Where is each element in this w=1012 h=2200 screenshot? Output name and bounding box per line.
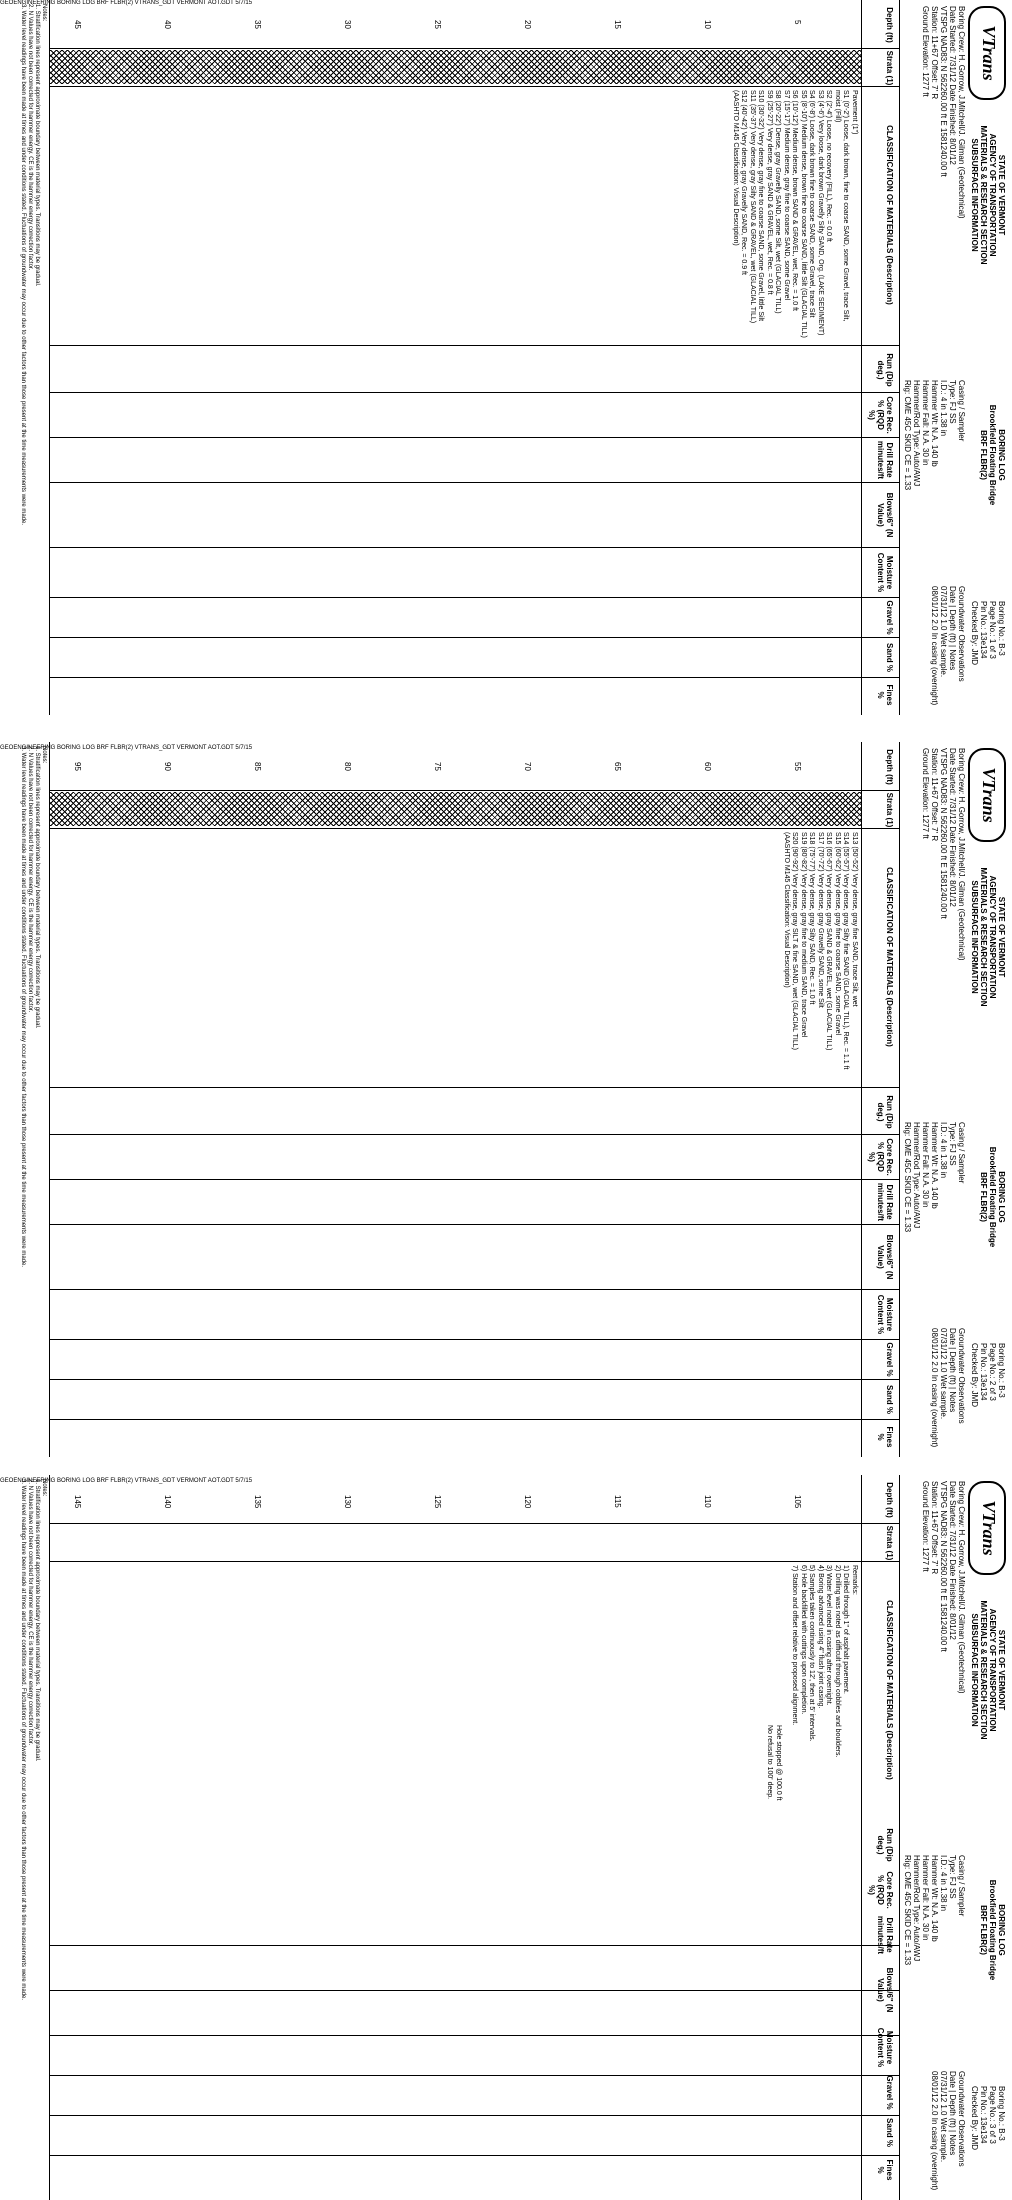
- depth-tick: 145: [73, 1495, 82, 1509]
- classification-text: Pavement (1") S1 (0'-2') Loose, dark brown, fine to coarse SAND, some Gravel, trace Silt, moist (Fill) S2 (2'-4') Loose, no recovery (FILL), Rec. = 0.0 ft S3 (4'-6') Very loose, dark brown Gravelly Silty SAND, Org. (LAKE SEDIMENT) S4 (6'-8') Loose, dark brown fine to coarse SAND, some Gravel, trace Silt S5 (8'-10') Medium dense, brown fine to coarse SAND, little Silt (GLACIAL TILL) S6 (10'-12') Medium dense, brown SAND & GRAVEL, wet, Rec. = 1.0 ft S7 (15'-17') Medium dense, gray fine to coarse SAND, some Gravel S8 (20'-22') Dense, gray Gravelly SAND, some Silt, wet (GLACIAL TILL) S9 (25'-27') Very dense, gray SAND & GRAVEL, wet, Rec. = 0.8 ft S10 (30'-32') Very dense, gray fine to coarse SAND, some Gravel, little Silt S11 (35'-37') Very dense, gray Silty SAND & GRAVEL, wet (GLACIAL TILL) S12 (40'-42') Very dense, gray Gravelly SAND, Rec. = 0.9 ft (AASHTO M145 Classification: Visual Description): [732, 90, 858, 338]
- boring-log-sheet-2: [0, 742, 1012, 1457]
- notes-block: Notes: 1. Stratification lines represent approximate boundary between material types. Transitions may be gradual. 2. N Values have not been corrected for hammer energy. CE is the hammer energy correction factor. 3. Water level readings have been made at times and under conditions stated. Fluctuations of groundwater may occur due to other factors than those present at the time measurements were made.: [0, 742, 50, 1457]
- gw-col-depth: Depth (ft): [948, 2094, 957, 2128]
- title-text: BORING LOG: [997, 1904, 1006, 1956]
- gw-row2-notes: In casing (overnight): [930, 632, 939, 706]
- depth-tick: 10: [703, 20, 712, 29]
- equipment-block: Casing / Sampler Type: FJ SS I.D.: 4 in 1.38 in Hammer Wt: N.A. 140 lb Hammer Fall: N.A. 30 in Hammer/Rod Type: Auto/AWJ Rig: CME 45C SKID CE = 1.33: [903, 1855, 966, 1966]
- type-label: Type:: [948, 380, 957, 400]
- finished-value: 8/01/12: [948, 138, 957, 165]
- strata-hatch: [50, 50, 862, 84]
- gw-row2-date: 08/01/12: [930, 2071, 939, 2103]
- elev-value: 1277 ft: [921, 72, 930, 97]
- id-label: I.D.:: [939, 1855, 948, 1870]
- page-content: [0, 1475, 1012, 2200]
- page-content: [0, 0, 1012, 715]
- log-body: [50, 742, 862, 1457]
- htype-value: Auto/AWJ: [912, 1193, 921, 1229]
- htype-label: Hammer/Rod Type:: [912, 380, 921, 450]
- crew-label: Boring Crew:: [957, 6, 966, 53]
- boring-log-sheet-3: [0, 1475, 1012, 2200]
- hfall-casing: N.A.: [921, 430, 930, 446]
- col-gravel: Gravel %: [885, 600, 894, 635]
- strata-hatch: [50, 792, 862, 826]
- station-value: 11+67: [930, 1510, 939, 1533]
- depth-tick: 15: [613, 20, 622, 29]
- column-headers: [861, 0, 900, 715]
- started-value: 7/31/12: [948, 797, 957, 825]
- pin-value: 13e134: [979, 2116, 988, 2144]
- boring-no-block: [970, 1343, 1006, 1453]
- col-fines: Fines %: [876, 684, 894, 706]
- gw-row1-depth: 1.0: [939, 1361, 948, 1373]
- offset-label: Offset:: [930, 1534, 939, 1558]
- depth-tick: 45: [73, 20, 82, 29]
- depth-tick: 130: [343, 1495, 352, 1509]
- offset-label: Offset:: [930, 801, 939, 825]
- col-drill-rate: Drill Rate minutes/ft: [876, 440, 894, 480]
- hwt-sampler: 140 lb: [930, 1919, 939, 1942]
- boring-meta: [921, 1481, 966, 1841]
- col-run: Run (Dip deg.): [876, 1095, 894, 1129]
- easting-value: E 1581240.00 ft: [939, 862, 948, 919]
- gw-row1-depth: 1.0: [939, 619, 948, 631]
- agency-block: STATE OF VERMONT AGENCY OF TRANSPORTATION MATERIALS & RESEARCH SECTION SUBSURFACE INFORMATION: [970, 867, 1006, 1007]
- started-label: Date Started:: [948, 748, 957, 796]
- boring-meta: [921, 748, 966, 1108]
- id-sampler: 1.38 in: [939, 1887, 948, 1912]
- hfall-sampler: 30 in: [921, 1190, 930, 1208]
- gw-col-date: Date: [948, 586, 957, 603]
- col-classification: CLASSIFICATION OF MATERIALS (Description): [885, 1600, 894, 1780]
- started-label: Date Started:: [948, 1481, 957, 1529]
- crew-value: H. Gorrow, J.Mitchell/J. Gilman (Geotechnical): [957, 1529, 966, 1694]
- gw-row2-depth: 2.0: [930, 2104, 939, 2116]
- page-value: 2 of 3: [988, 1380, 997, 1401]
- header-band: [899, 0, 1012, 715]
- finished-value: 8/01/12: [948, 880, 957, 907]
- column-headers: [861, 742, 900, 1457]
- started-value: 7/31/12: [948, 55, 957, 83]
- groundwater-block: Groundwater Observations Date | Depth (ft) | Notes 07/31/12 1.0 Wet sample. 08/01/12 2.0 In casing (overnight): [930, 1328, 966, 1453]
- boring-no-value: B-3: [997, 643, 1006, 656]
- id-label: I.D.:: [939, 1122, 948, 1137]
- project-line-2: BRF FLBR(2): [979, 430, 988, 480]
- title-text: BORING LOG: [997, 1171, 1006, 1223]
- htype-label: Hammer/Rod Type:: [912, 1855, 921, 1925]
- boring-no-label: Boring No.:: [997, 2086, 1006, 2127]
- hfall-label: Hammer Fall:: [921, 1855, 930, 1904]
- boring-no-label: Boring No.:: [997, 1343, 1006, 1384]
- started-value: 7/31/12: [948, 1530, 957, 1558]
- nad-label: VTSPG NAD83:: [939, 748, 948, 806]
- gw-title: Groundwater Observations: [957, 1328, 966, 1424]
- groundwater-block: Groundwater Observations Date | Depth (ft) | Notes 07/31/12 1.0 Wet sample. 08/01/12 2.0 In casing (overnight): [930, 2071, 966, 2196]
- col-classification: CLASSIFICATION OF MATERIALS (Description): [885, 125, 894, 305]
- remarks-text: Remarks: 1) Drilled through 1" of asphalt pavement. 2) Drilling was noted as difficult through cobbles and boulders. 3) Water level noted in casing after overnight. 4) Boring advanced using 4" flush joint casing. 5) Samples taken continuously to 12', then at 5' intervals. 6) Hole backfilled with cuttings upon completion. 7) Station and offset relative to proposed alignment.: [791, 1565, 858, 1758]
- col-core-rec: Core Rec. % (RQD %): [867, 396, 894, 434]
- htype-value: Auto/AWJ: [912, 451, 921, 487]
- depth-tick: 105: [793, 1495, 802, 1509]
- page-label: Page No.:: [988, 2086, 997, 2122]
- id-casing: 4 in: [939, 396, 948, 410]
- col-drill-rate: Drill Rate minutes/ft: [876, 1182, 894, 1222]
- column-headers: [861, 1475, 900, 2200]
- vtrans-logo: VTrans: [968, 748, 1006, 842]
- id-label: I.D.:: [939, 380, 948, 395]
- type-casing: FJ: [948, 1876, 957, 1886]
- classification-text: S13 (50'-52') Very dense, gray fine SAND, trace Silt, wet S14 (55'-57') Very dense, gray Silty fine SAND (GLACIAL TILL), Rec. = 1.1 ft S15 (60'-62') Very dense, gray fine to coarse SAND, some Gravel S16 (65'-67') Very dense, gray SAND & GRAVEL, wet (GLACIAL TILL) S17 (70'-72') Very dense, gray Gravelly SAND, some Silt S18 (75'-77') Very dense, gray Silty SAND, Rec. = 1.0 ft S19 (80'-82') Very dense, gray fine to medium SAND, trace Gravel S20 (90'-92') Very dense, gray SILT & fine SAND, wet (GLACIAL TILL) (AASHTO M145 Classification: Visual Description): [783, 832, 858, 1070]
- gw-row1-notes: Wet sample.: [939, 1374, 948, 1420]
- northing-value: N 562260.00 ft: [939, 65, 948, 119]
- col-blows: Blows/6" (N Value): [876, 1967, 894, 2013]
- project-line-1: Brookfield Floating Bridge: [988, 1879, 997, 1981]
- depth-tick: 35: [253, 20, 262, 29]
- ce-label: CE =: [903, 1929, 912, 1948]
- pin-value: 13e134: [979, 1373, 988, 1401]
- ce-value: 1.33: [903, 474, 912, 491]
- gw-row2-depth: 2.0: [930, 1361, 939, 1373]
- station-value: 11+67: [930, 777, 939, 800]
- gw-row2-notes: In casing (overnight): [930, 2117, 939, 2191]
- elev-value: 1277 ft: [921, 1547, 930, 1572]
- depth-tick: 85: [253, 762, 262, 771]
- hwt-label: Hammer Wt:: [930, 1855, 939, 1900]
- depth-tick: 115: [613, 1495, 622, 1508]
- ce-label: CE =: [903, 454, 912, 473]
- depth-tick: 135: [253, 1495, 262, 1509]
- gw-col-notes: Notes: [948, 2134, 957, 2156]
- page-label: Page No.:: [988, 1343, 997, 1379]
- hwt-casing: N.A.: [930, 1902, 939, 1918]
- depth-tick: 20: [523, 20, 532, 29]
- col-sand: Sand %: [885, 643, 894, 672]
- crew-value: H. Gorrow, J.Mitchell/J. Gilman (Geotechnical): [957, 54, 966, 219]
- checked-value: JMD: [970, 648, 979, 666]
- agency-block: STATE OF VERMONT AGENCY OF TRANSPORTATION MATERIALS & RESEARCH SECTION SUBSURFACE INFORMATION: [970, 1600, 1006, 1740]
- equipment-block: Casing / Sampler Type: FJ SS I.D.: 4 in 1.38 in Hammer Wt: N.A. 140 lb Hammer Fall: N.A. 30 in Hammer/Rod Type: Auto/AWJ Rig: CME 45C SKID CE = 1.33: [903, 380, 966, 491]
- offset-value: 7' R: [930, 827, 939, 842]
- boring-no-block: [970, 2086, 1006, 2196]
- depth-tick: 120: [523, 1495, 532, 1509]
- project-line-1: Brookfield Floating Bridge: [988, 404, 997, 506]
- page-value: 1 of 3: [988, 638, 997, 659]
- boring-log-title: [979, 1855, 1006, 2005]
- gw-row1-notes: Wet sample.: [939, 632, 948, 678]
- gw-row2-notes: In casing (overnight): [930, 1374, 939, 1448]
- col-depth: Depth (ft): [885, 1482, 894, 1518]
- col-strata: Strata (1): [885, 1525, 894, 1561]
- boring-log-sheet-1: [0, 0, 1012, 715]
- col-fines: Fines %: [876, 2159, 894, 2181]
- col-depth: Depth (ft): [885, 749, 894, 785]
- pin-label: Pin No.:: [979, 2086, 988, 2115]
- htype-label: Hammer/Rod Type:: [912, 1122, 921, 1192]
- footer-3: GEOENGINEERING BORING LOG BRF FLBR(2) VTRANS_GDT VERMONT AOT.GDT 5/7/15: [0, 1478, 253, 1484]
- col-moisture: Moisture Content %: [876, 1294, 894, 1335]
- hwt-sampler: 140 lb: [930, 1186, 939, 1209]
- depth-tick: 55: [793, 762, 802, 771]
- gw-title: Groundwater Observations: [957, 586, 966, 682]
- depth-tick: 25: [433, 20, 442, 29]
- col-fines: Fines %: [876, 1426, 894, 1448]
- hwt-casing: N.A.: [930, 1169, 939, 1185]
- col-classification: CLASSIFICATION OF MATERIALS (Description): [885, 867, 894, 1047]
- col-gravel: Gravel %: [885, 2075, 894, 2110]
- finished-value: 8/01/12: [948, 1613, 957, 1640]
- footer-1: GEOENGINEERING BORING LOG BRF FLBR(2) VTRANS_GDT VERMONT AOT.GDT 5/7/15: [0, 0, 253, 6]
- gw-row1-date: 07/31/12: [939, 2071, 948, 2103]
- checked-value: JMD: [970, 1390, 979, 1408]
- col-blows: Blows/6" (N Value): [876, 492, 894, 538]
- project-line-2: BRF FLBR(2): [979, 1905, 988, 1955]
- ce-label: CE =: [903, 1196, 912, 1215]
- depth-tick: 140: [163, 1495, 172, 1509]
- nad-label: VTSPG NAD83:: [939, 1481, 948, 1539]
- started-label: Date Started:: [948, 6, 957, 54]
- col-moisture: Moisture Content %: [876, 2027, 894, 2068]
- pin-label: Pin No.:: [979, 601, 988, 630]
- id-sampler: 1.38 in: [939, 1154, 948, 1179]
- station-label: Station:: [930, 6, 939, 34]
- northing-value: N 562260.00 ft: [939, 1540, 948, 1594]
- checked-label: Checked By:: [970, 2086, 979, 2132]
- hfall-label: Hammer Fall:: [921, 380, 930, 429]
- depth-tick: 40: [163, 20, 172, 29]
- depth-tick: 75: [433, 762, 442, 771]
- depth-tick: 95: [73, 762, 82, 771]
- checked-label: Checked By:: [970, 1343, 979, 1389]
- easting-value: E 1581240.00 ft: [939, 120, 948, 177]
- elev-label: Ground Elevation:: [921, 748, 930, 813]
- hfall-casing: N.A.: [921, 1905, 930, 1921]
- title-text: BORING LOG: [997, 429, 1006, 481]
- crew-value: H. Gorrow, J.Mitchell/J. Gilman (Geotechnical): [957, 796, 966, 961]
- gw-row1-depth: 1.0: [939, 2104, 948, 2116]
- hfall-sampler: 30 in: [921, 1923, 930, 1941]
- gw-row1-notes: Wet sample.: [939, 2117, 948, 2163]
- depth-tick: 125: [433, 1495, 442, 1509]
- gw-col-date: Date: [948, 2071, 957, 2088]
- col-core-rec: Core Rec. % (RQD %): [867, 1871, 894, 1909]
- log-body: [50, 0, 862, 715]
- offset-label: Offset:: [930, 59, 939, 83]
- gw-row2-depth: 2.0: [930, 619, 939, 631]
- id-casing: 4 in: [939, 1871, 948, 1885]
- depth-tick: 70: [523, 762, 532, 771]
- boring-no-block: [970, 601, 1006, 711]
- col-gravel: Gravel %: [885, 1342, 894, 1377]
- vtrans-logo: VTrans: [968, 1481, 1006, 1575]
- depth-tick: 5: [793, 20, 802, 25]
- id-casing: 4 in: [939, 1138, 948, 1152]
- rotated-page: [0, 0, 1012, 715]
- depth-tick: 65: [613, 762, 622, 771]
- depth-tick: 90: [163, 762, 172, 771]
- rig-label: Rig:: [903, 1855, 912, 1870]
- elev-label: Ground Elevation:: [921, 6, 930, 71]
- col-sand: Sand %: [885, 2118, 894, 2147]
- depth-tick: 80: [343, 762, 352, 771]
- depth-tick: 30: [343, 20, 352, 29]
- gw-row2-date: 08/01/12: [930, 1328, 939, 1360]
- station-label: Station:: [930, 748, 939, 776]
- boring-meta: [921, 6, 966, 366]
- easting-value: E 1581240.00 ft: [939, 1595, 948, 1652]
- northing-value: N 562260.00 ft: [939, 807, 948, 861]
- type-label: Type:: [948, 1855, 957, 1875]
- col-run: Run (Dip deg.): [876, 353, 894, 387]
- sampler-label: Sampler: [957, 1153, 966, 1184]
- hwt-casing: N.A.: [930, 427, 939, 443]
- nad-label: VTSPG NAD83:: [939, 6, 948, 64]
- rig-label: Rig:: [903, 380, 912, 395]
- gw-title: Groundwater Observations: [957, 2071, 966, 2167]
- offset-value: 7' R: [930, 1560, 939, 1575]
- vtrans-logo: VTrans: [968, 6, 1006, 100]
- gw-row1-date: 07/31/12: [939, 1328, 948, 1360]
- boring-log-title: [979, 1122, 1006, 1272]
- col-depth: Depth (ft): [885, 7, 894, 43]
- hwt-label: Hammer Wt:: [930, 1122, 939, 1167]
- gw-row1-date: 07/31/12: [939, 586, 948, 618]
- rotated-page: [0, 742, 1012, 1457]
- col-strata: Strata (1): [885, 50, 894, 86]
- col-core-rec: Core Rec. % (RQD %): [867, 1138, 894, 1176]
- gw-col-notes: Notes: [948, 1391, 957, 1413]
- boring-no-value: B-3: [997, 1385, 1006, 1398]
- checked-value: JMD: [970, 2133, 979, 2151]
- col-moisture: Moisture Content %: [876, 552, 894, 593]
- notes-block: Notes: 1. Stratification lines represent approximate boundary between material types. Transitions may be gradual. 2. N Values have not been corrected for hammer energy. CE is the hammer energy correction factor. 3. Water level readings have been made at times and under conditions stated. Fluctuations of groundwater may occur due to other factors than those present at the time measurements were made.: [0, 0, 50, 715]
- elev-label: Ground Elevation:: [921, 1481, 930, 1546]
- pin-value: 13e134: [979, 631, 988, 659]
- type-casing: FJ: [948, 401, 957, 411]
- station-label: Station:: [930, 1481, 939, 1509]
- depth-tick: 60: [703, 762, 712, 771]
- rig-value: CME 45C SKID: [903, 1871, 912, 1928]
- casing-label: Casing: [957, 1855, 966, 1880]
- pin-label: Pin No.:: [979, 1343, 988, 1372]
- type-sampler: SS: [948, 1154, 957, 1166]
- page-value: 3 of 3: [988, 2123, 997, 2144]
- boring-no-label: Boring No.:: [997, 601, 1006, 642]
- depth-tick: 110: [703, 1495, 712, 1508]
- type-sampler: SS: [948, 412, 957, 424]
- finished-label: Date Finished:: [948, 1559, 957, 1611]
- rig-label: Rig:: [903, 1122, 912, 1137]
- type-sampler: SS: [948, 1887, 957, 1899]
- sampler-label: Sampler: [957, 1886, 966, 1917]
- notes-block: Notes: 1. Stratification lines represent approximate boundary between material types. Transitions may be gradual. 2. N Values have not been corrected for hammer energy. CE is the hammer energy correction factor. 3. Water level readings have been made at times and under conditions stated. Fluctuations of groundwater may occur due to other factors than those present at the time measurements were made.: [0, 1475, 50, 2200]
- finished-label: Date Finished:: [948, 84, 957, 136]
- boring-no-value: B-3: [997, 2128, 1006, 2141]
- station-value: 11+67: [930, 35, 939, 58]
- footer-2: GEOENGINEERING BORING LOG BRF FLBR(2) VTRANS_GDT VERMONT AOT.GDT 5/7/15: [0, 745, 253, 751]
- crew-label: Boring Crew:: [957, 748, 966, 795]
- col-blows: Blows/6" (N Value): [876, 1234, 894, 1280]
- crew-label: Boring Crew:: [957, 1481, 966, 1528]
- offset-value: 7' R: [930, 85, 939, 100]
- strata-column: [50, 1525, 862, 1559]
- finished-label: Date Finished:: [948, 826, 957, 878]
- hfall-sampler: 30 in: [921, 448, 930, 466]
- hfall-label: Hammer Fall:: [921, 1122, 930, 1171]
- type-label: Type:: [948, 1122, 957, 1142]
- log-body: [50, 1475, 862, 2200]
- htype-value: Auto/AWJ: [912, 1926, 921, 1962]
- ce-value: 1.33: [903, 1216, 912, 1233]
- project-line-2: BRF FLBR(2): [979, 1172, 988, 1222]
- ce-value: 1.33: [903, 1949, 912, 1966]
- agency-block: STATE OF VERMONT AGENCY OF TRANSPORTATION MATERIALS & RESEARCH SECTION SUBSURFACE INFORMATION: [970, 125, 1006, 265]
- depth-scale: [50, 0, 862, 49]
- elev-value: 1277 ft: [921, 814, 930, 839]
- gw-col-notes: Notes: [948, 649, 957, 671]
- page-content: [0, 742, 1012, 1457]
- col-strata: Strata (1): [885, 792, 894, 828]
- sampler-label: Sampler: [957, 411, 966, 442]
- page-label: Page No.:: [988, 601, 997, 637]
- gw-row2-date: 08/01/12: [930, 586, 939, 618]
- col-run: Run (Dip deg.): [876, 1828, 894, 1862]
- gw-col-date: Date: [948, 1328, 957, 1345]
- col-sand: Sand %: [885, 1385, 894, 1414]
- casing-label: Casing: [957, 380, 966, 405]
- gw-col-depth: Depth (ft): [948, 609, 957, 643]
- rig-value: CME 45C SKID: [903, 396, 912, 453]
- rotated-page: [0, 1475, 1012, 2200]
- gw-col-depth: Depth (ft): [948, 1351, 957, 1385]
- groundwater-block: Groundwater Observations Date | Depth (ft) | Notes 07/31/12 1.0 Wet sample. 08/01/12 2.0 In casing (overnight): [930, 586, 966, 711]
- hwt-sampler: 140 lb: [930, 444, 939, 467]
- rig-value: CME 45C SKID: [903, 1138, 912, 1195]
- id-sampler: 1.38 in: [939, 412, 948, 437]
- boring-log-title: [979, 380, 1006, 530]
- checked-label: Checked By:: [970, 601, 979, 647]
- type-casing: FJ: [948, 1143, 957, 1153]
- header-band: [899, 742, 1012, 1457]
- hwt-label: Hammer Wt:: [930, 380, 939, 425]
- header-band: [899, 1475, 1012, 2200]
- hfall-casing: N.A.: [921, 1172, 930, 1188]
- col-drill-rate: Drill Rate minutes/ft: [876, 1915, 894, 1955]
- casing-label: Casing: [957, 1122, 966, 1147]
- termination-text: Hole stopped @ 100.0 ft No refusal to 100' deep.: [766, 1725, 782, 1801]
- project-line-1: Brookfield Floating Bridge: [988, 1146, 997, 1248]
- equipment-block: Casing / Sampler Type: FJ SS I.D.: 4 in 1.38 in Hammer Wt: N.A. 140 lb Hammer Fall: N.A. 30 in Hammer/Rod Type: Auto/AWJ Rig: CME 45C SKID CE = 1.33: [903, 1122, 966, 1233]
